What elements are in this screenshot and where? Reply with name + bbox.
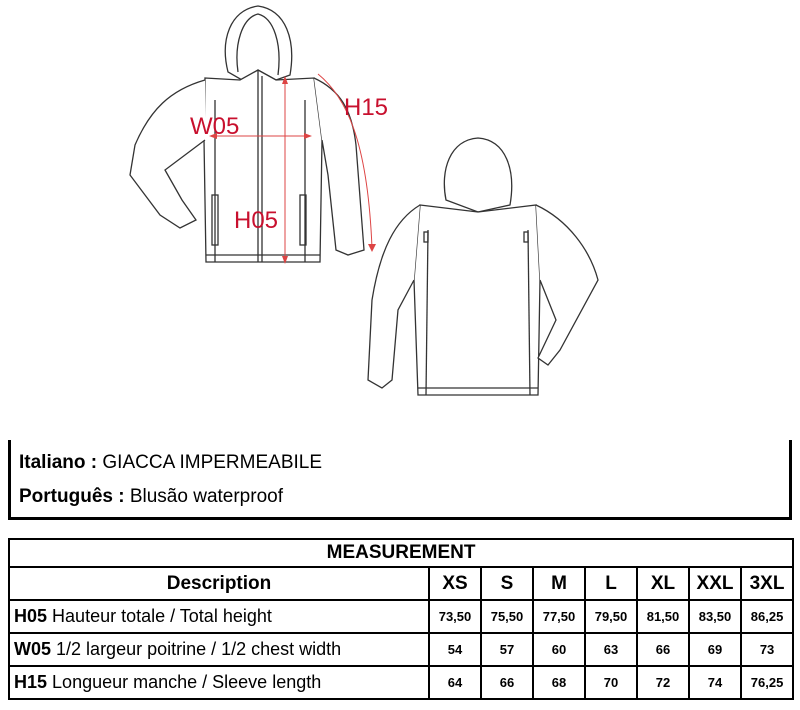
size-header: XL bbox=[637, 567, 689, 600]
table-cell: 81,50 bbox=[637, 600, 689, 633]
portuguese-text: Blusão waterproof bbox=[129, 486, 283, 507]
table-cell: 73 bbox=[741, 633, 793, 666]
italian-text: GIACCA IMPERMEABILE bbox=[102, 452, 323, 473]
table-cell: 64 bbox=[429, 666, 481, 699]
table-cell: 63 bbox=[585, 633, 637, 666]
size-header: S bbox=[481, 567, 533, 600]
size-header: XXL bbox=[689, 567, 741, 600]
table-cell: 70 bbox=[585, 666, 637, 699]
size-header: M bbox=[533, 567, 585, 600]
row-label: 1/2 largeur poitrine / 1/2 chest width bbox=[56, 639, 342, 659]
row-label: Hauteur totale / Total height bbox=[52, 606, 272, 626]
table-cell: 77,50 bbox=[533, 600, 585, 633]
row-description bbox=[9, 633, 429, 666]
row-code: H15 bbox=[14, 672, 48, 692]
table-cell: 68 bbox=[533, 666, 585, 699]
translations-box bbox=[8, 440, 792, 520]
table-cell: 73,50 bbox=[429, 600, 481, 633]
italian-translation bbox=[19, 452, 322, 474]
portuguese-label: Português : bbox=[19, 486, 125, 507]
table-title: MEASUREMENT bbox=[9, 539, 793, 567]
table-row bbox=[9, 600, 793, 633]
back-view-jacket bbox=[368, 138, 598, 395]
size-header: L bbox=[585, 567, 637, 600]
size-header: 3XL bbox=[741, 567, 793, 600]
table-cell: 79,50 bbox=[585, 600, 637, 633]
h15-dimension-label: H15 bbox=[344, 94, 389, 121]
portuguese-translation bbox=[19, 486, 283, 508]
table-row bbox=[9, 666, 793, 699]
table-cell: 83,50 bbox=[689, 600, 741, 633]
table-title-row bbox=[9, 539, 793, 567]
table-cell: 57 bbox=[481, 633, 533, 666]
row-description bbox=[9, 600, 429, 633]
row-code: W05 bbox=[14, 639, 52, 659]
table-cell: 76,25 bbox=[741, 666, 793, 699]
table-cell: 86,25 bbox=[741, 600, 793, 633]
row-label: Longueur manche / Sleeve length bbox=[52, 672, 322, 692]
description-header: Description bbox=[9, 567, 429, 600]
table-header-row bbox=[9, 567, 793, 600]
table-cell: 66 bbox=[637, 633, 689, 666]
table-cell: 72 bbox=[637, 666, 689, 699]
w05-dimension-label: W05 bbox=[190, 113, 240, 140]
h05-dimension-label: H05 bbox=[234, 207, 279, 234]
row-code: H05 bbox=[14, 606, 48, 626]
table-cell: 74 bbox=[689, 666, 741, 699]
table-cell: 66 bbox=[481, 666, 533, 699]
size-header: XS bbox=[429, 567, 481, 600]
table-cell: 75,50 bbox=[481, 600, 533, 633]
table-cell: 60 bbox=[533, 633, 585, 666]
row-description bbox=[9, 666, 429, 699]
table-cell: 54 bbox=[429, 633, 481, 666]
table-cell: 69 bbox=[689, 633, 741, 666]
front-view-jacket bbox=[130, 6, 388, 264]
italian-label: Italiano : bbox=[19, 452, 98, 473]
measurement-table bbox=[8, 538, 794, 700]
table-row bbox=[9, 633, 793, 666]
